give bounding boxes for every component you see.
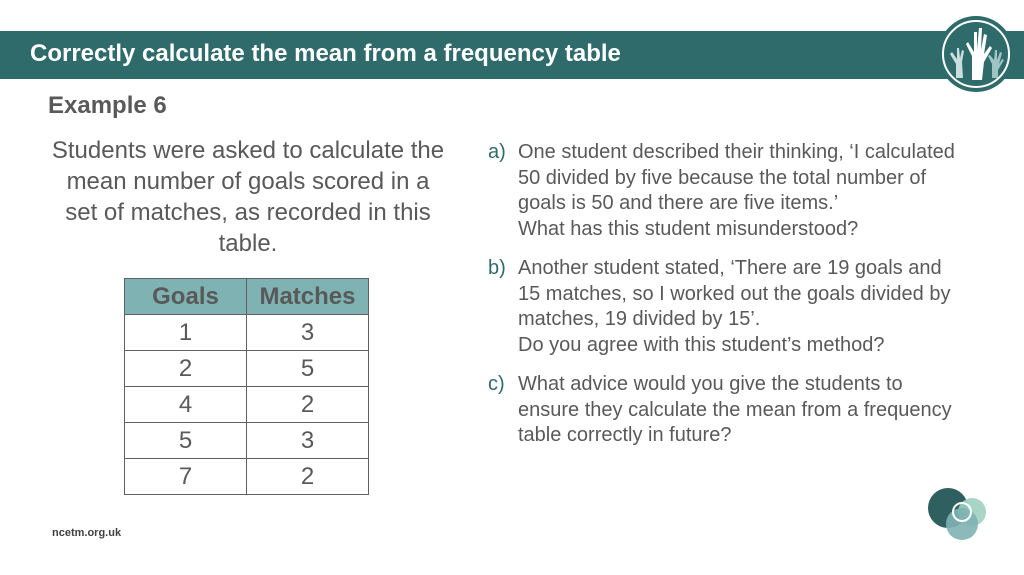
question-line: 50 divided by five because the total number of <box>518 166 927 189</box>
overlapping-circles-icon <box>926 486 992 544</box>
question-marker: b) <box>488 257 506 279</box>
title-bar <box>0 31 1024 79</box>
table-row <box>125 423 369 459</box>
footer-url: ncetm.org.uk <box>52 527 122 539</box>
question-line: matches, 19 divided by 15’. <box>518 308 761 330</box>
goals-cell: 2 <box>125 351 247 387</box>
question-line: What advice would you give the students to <box>518 373 903 395</box>
question-c <box>488 372 998 449</box>
matches-cell: 3 <box>247 423 369 459</box>
table-row <box>125 387 369 423</box>
goals-cell: 1 <box>125 315 247 351</box>
table-row <box>125 351 369 387</box>
question-line: Another student stated, ‘There are 19 goals and <box>518 257 942 279</box>
intro-text: Students were asked to calculate the mean number of goals scored in a set of matches, as recorded in this table. <box>51 137 445 257</box>
goals-cell: 4 <box>125 387 247 423</box>
matches-cell: 2 <box>247 387 369 423</box>
question-marker: a) <box>488 141 506 163</box>
question-line: What has this student misunderstood? <box>518 217 859 240</box>
column-header-matches: Matches <box>247 279 369 315</box>
table-header-row <box>125 279 369 315</box>
matches-cell: 3 <box>247 315 369 351</box>
question-line: One student described their thinking, ‘I calculated <box>518 141 955 163</box>
goals-cell: 5 <box>125 423 247 459</box>
question-text <box>518 140 955 242</box>
question-b <box>488 256 998 358</box>
question-text <box>518 256 950 358</box>
page-title: Correctly calculate the mean from a frequency table <box>30 40 621 67</box>
goals-cell: 7 <box>125 459 247 495</box>
question-line: 15 matches, so I worked out the goals divided by <box>518 282 951 305</box>
frequency-table <box>124 278 369 495</box>
question-marker: c) <box>488 373 505 395</box>
question-a <box>488 140 998 242</box>
table-row <box>125 315 369 351</box>
question-line: goals is 50 and there are five items.’ <box>518 192 839 214</box>
question-text <box>518 372 952 449</box>
question-line: ensure they calculate the mean from a frequency <box>518 398 952 421</box>
raised-hands-logo-icon <box>936 14 1016 94</box>
example-label: Example 6 <box>48 92 167 119</box>
column-header-goals: Goals <box>125 279 247 315</box>
matches-cell: 2 <box>247 459 369 495</box>
table-row <box>125 459 369 495</box>
matches-cell: 5 <box>247 351 369 387</box>
question-list <box>488 140 998 463</box>
question-line: table correctly in future? <box>518 424 732 446</box>
question-line: Do you agree with this student’s method? <box>518 333 885 356</box>
